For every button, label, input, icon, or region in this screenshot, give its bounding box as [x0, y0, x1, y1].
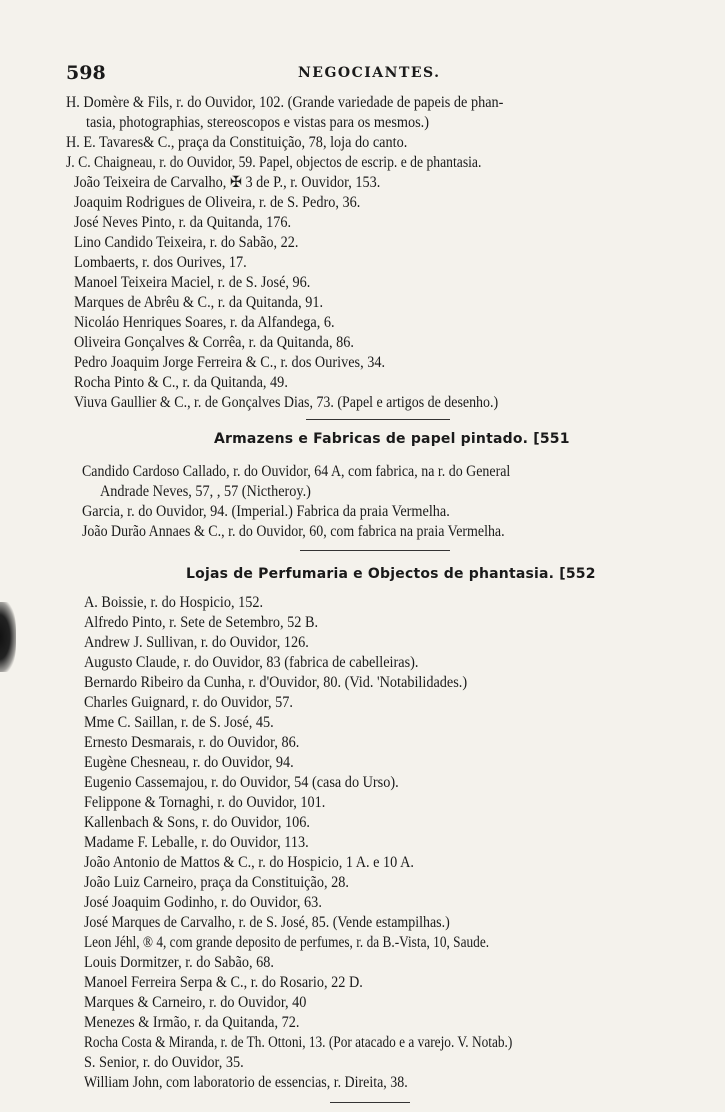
page-header: [66, 62, 686, 84]
list-item: Manoel Teixeira Maciel, r. de S. José, 96.: [74, 274, 311, 291]
list-item: Louis Dormitzer, r. do Sabão, 68.: [84, 954, 274, 971]
list-item: Augusto Claude, r. do Ouvidor, 83 (fabrica de cabelleiras).: [84, 654, 419, 671]
list-item: Eugenio Cassemajou, r. do Ouvidor, 54 (casa do Urso).: [84, 774, 399, 791]
ink-blot-mark: [0, 602, 16, 672]
section-heading: Armazens e Fabricas de papel pintado. [551: [214, 431, 570, 447]
list-item: Manoel Ferreira Serpa & C., r. do Rosario, 22 D.: [84, 974, 363, 991]
list-item: João Antonio de Mattos & C., r. do Hospicio, 1 A. e 10 A.: [84, 854, 414, 871]
list-item: Pedro Joaquim Jorge Ferreira & C., r. dos Ourives, 34.: [74, 354, 386, 371]
list-item: Madame F. Leballe, r. do Ouvidor, 113.: [84, 834, 309, 851]
page-title: NEGOCIANTES.: [298, 65, 441, 81]
list-item: J. C. Chaigneau, r. do Ouvidor, 59. Papel, objectos de escrip. e de phantasia.: [66, 154, 482, 171]
list-item: A. Boissie, r. do Hospicio, 152.: [84, 594, 264, 611]
list-item: Mme C. Saillan, r. de S. José, 45.: [84, 714, 274, 731]
section-heading: Lojas de Perfumaria e Objectos de phantasia. [552: [186, 566, 596, 582]
list-item: Ernesto Desmarais, r. do Ouvidor, 86.: [84, 734, 300, 751]
list-item: Charles Guignard, r. do Ouvidor, 57.: [84, 694, 293, 711]
list-item: João Durão Annaes & C., r. do Ouvidor, 60, com fabrica na praia Vermelha.: [82, 523, 505, 540]
list-item: Alfredo Pinto, r. Sete de Setembro, 52 B.: [84, 614, 319, 631]
list-item: João Teixeira de Carvalho, ✠ 3 de P., r. Ouvidor, 153.: [74, 174, 381, 191]
list-item: S. Senior, r. do Ouvidor, 35.: [84, 1054, 244, 1071]
list-item: Lino Candido Teixeira, r. do Sabão, 22.: [74, 234, 299, 251]
list-item: Rocha Costa & Miranda, r. de Th. Ottoni, 13. (Por atacado e a varejo. V. Notab.): [84, 1034, 513, 1051]
list-item: H. E. Tavares& C., praça da Constituição, 78, loja do canto.: [66, 134, 408, 151]
list-item: Marques de Abrêu & C., r. da Quitanda, 91.: [74, 294, 324, 311]
list-item: Leon Jéhl, ® 4, com grande deposito de perfumes, r. da B.-Vista, 10, Saude.: [84, 934, 490, 951]
list-item: Eugène Chesneau, r. do Ouvidor, 94.: [84, 754, 294, 771]
list-item: Viuva Gaullier & C., r. de Gonçalves Dias, 73. (Papel e artigos de desenho.): [74, 394, 499, 411]
list-item: José Marques de Carvalho, r. de S. José, 85. (Vende estampilhas.): [84, 914, 450, 931]
list-item: William John, com laboratorio de essencias, r. Direita, 38.: [84, 1074, 408, 1091]
list-item: Rocha Pinto & C., r. da Quitanda, 49.: [74, 374, 288, 391]
list-item: José Neves Pinto, r. da Quitanda, 176.: [74, 214, 292, 231]
list-item: Candido Cardoso Callado, r. do Ouvidor, 64 A, com fabrica, na r. do General: [82, 463, 511, 480]
list-item: H. Domère & Fils, r. do Ouvidor, 102. (Grande variedade de papeis de phan-: [66, 94, 504, 111]
list-item: Joaquim Rodrigues de Oliveira, r. de S. Pedro, 36.: [74, 194, 361, 211]
page-number: 598: [66, 62, 106, 84]
list-item: Andrade Neves, 57, , 57 (Nictheroy.): [100, 483, 311, 500]
list-item: Bernardo Ribeiro da Cunha, r. d'Ouvidor, 80. (Vid. 'Notabilidades.): [84, 674, 468, 691]
list-item: Nicoláo Henriques Soares, r. da Alfandega, 6.: [74, 314, 335, 331]
list-item: Andrew J. Sullivan, r. do Ouvidor, 126.: [84, 634, 309, 651]
list-item: tasia, photographias, stereoscopos e vistas para os mesmos.): [86, 114, 429, 131]
list-item: Kallenbach & Sons, r. do Ouvidor, 106.: [84, 814, 310, 831]
divider-rule: [300, 550, 450, 551]
list-item: Lombaerts, r. dos Ourives, 17.: [74, 254, 247, 271]
list-item: Marques & Carneiro, r. do Ouvidor, 40: [84, 994, 307, 1011]
list-item: Menezes & Irmão, r. da Quitanda, 72.: [84, 1014, 300, 1031]
list-item: Garcia, r. do Ouvidor, 94. (Imperial.) Fabrica da praia Vermelha.: [82, 503, 450, 520]
list-item: Felippone & Tornaghi, r. do Ouvidor, 101.: [84, 794, 326, 811]
divider-rule: [330, 1102, 410, 1103]
list-item: José Joaquim Godinho, r. do Ouvidor, 63.: [84, 894, 322, 911]
list-item: João Luiz Carneiro, praça da Constituição, 28.: [84, 874, 349, 891]
divider-rule: [306, 419, 450, 420]
list-item: Oliveira Gonçalves & Corrêa, r. da Quitanda, 86.: [74, 334, 354, 351]
